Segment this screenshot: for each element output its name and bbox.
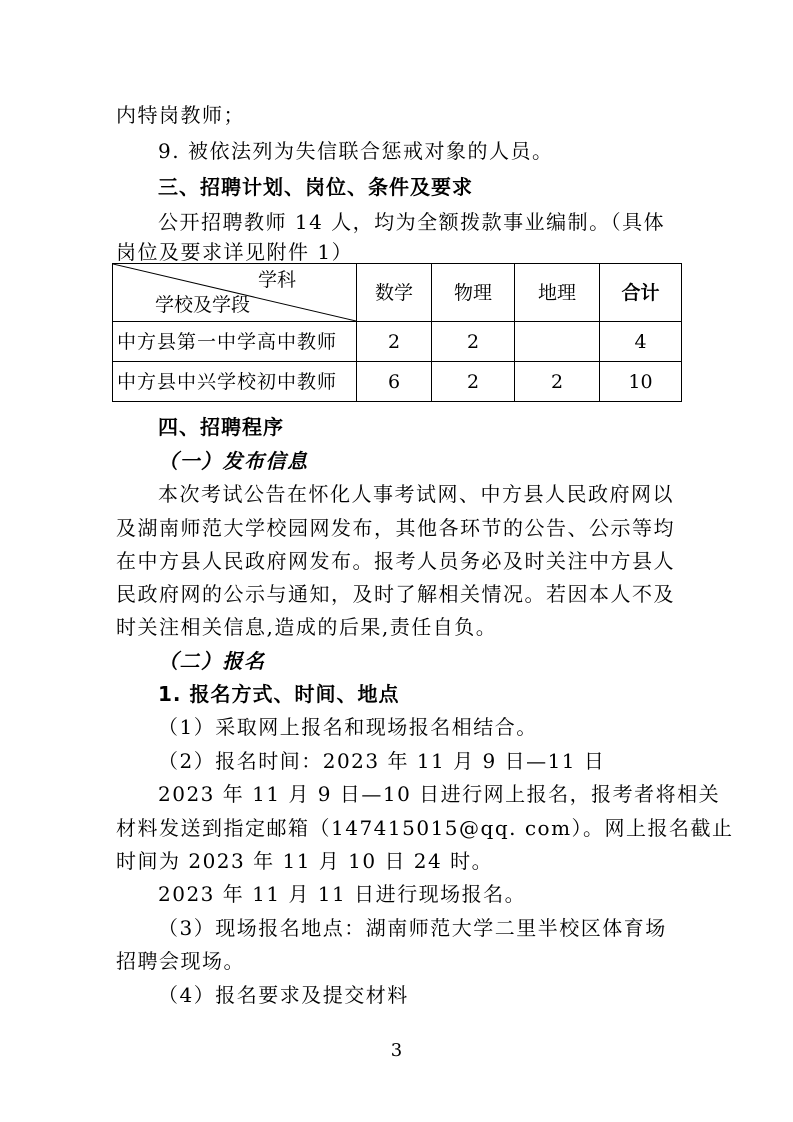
corner-school-label: 学校及学段 xyxy=(155,294,251,316)
table-cell: 10 xyxy=(600,362,682,402)
text-line: （4）报名要求及提交材料 xyxy=(158,983,409,1007)
table-row xyxy=(113,322,682,362)
table-cell: 2 xyxy=(515,362,600,402)
column-header: 物理 xyxy=(432,264,515,322)
column-header: 合计 xyxy=(600,264,682,322)
subsection-heading: （一）发布信息 xyxy=(158,449,309,473)
text-line: 9. 被依法列为失信联合惩戒对象的人员。 xyxy=(158,139,554,163)
column-header: 数学 xyxy=(357,264,432,322)
text-line: （2）报名时间：2023 年 11 月 9 日—11 日 xyxy=(158,749,606,773)
text-line: 及湖南师范大学校园网发布，其他各环节的公告、公示等均 xyxy=(116,516,675,540)
section-heading: 三、招聘计划、岗位、条件及要求 xyxy=(158,175,473,199)
text-line: 2023 年 11 月 11 日进行现场报名。 xyxy=(158,882,527,906)
section-heading: 四、招聘程序 xyxy=(158,415,284,439)
corner-subject-label: 学科 xyxy=(257,269,296,291)
text-line: 民政府网的公示与通知，及时了解相关情况。若因本人不及 xyxy=(116,582,675,606)
column-header: 地理 xyxy=(515,264,600,322)
table-row xyxy=(113,362,682,402)
subsection-heading: （二）报名 xyxy=(158,649,266,673)
sub-heading: 1. 报名方式、时间、地点 xyxy=(158,682,400,706)
table-cell-school: 中方县第一中学高中教师 xyxy=(113,322,357,362)
table-cell: 6 xyxy=(357,362,432,402)
text-line: （3）现场报名地点：湖南师范大学二里半校区体育场 xyxy=(158,916,667,940)
table-header-row xyxy=(113,264,682,322)
text-line: 材料发送到指定邮箱（147415015@qq. com）。网上报名截止 xyxy=(116,816,734,840)
table-corner-cell xyxy=(113,264,357,322)
text-line: （1）采取网上报名和现场报名相结合。 xyxy=(158,715,538,739)
table-cell: 2 xyxy=(432,362,515,402)
text-line: 岗位及要求详见附件 1） xyxy=(116,240,354,264)
text-line: 招聘会现场。 xyxy=(116,949,245,973)
text-line: 公开招聘教师 14 人，均为全额拨款事业编制。（具体 xyxy=(158,210,666,234)
text-line: 在中方县人民政府网发布。报考人员务必及时关注中方县人 xyxy=(116,549,675,573)
table-cell: 4 xyxy=(600,322,682,362)
text-line: 时间为 2023 年 11 月 10 日 24 时。 xyxy=(116,849,494,873)
page-number: 3 xyxy=(390,1040,403,1061)
text-line: 时关注相关信息,造成的后果,责任自负。 xyxy=(116,615,498,639)
table-cell: 2 xyxy=(432,322,515,362)
text-line: 2023 年 11 月 9 日—10 日进行网上报名，报考者将相关 xyxy=(158,782,721,806)
table-cell: 2 xyxy=(357,322,432,362)
text-line: 内特岗教师； xyxy=(116,103,245,127)
table-cell xyxy=(515,322,600,362)
recruitment-table xyxy=(112,263,682,402)
text-line: 本次考试公告在怀化人事考试网、中方县人民政府网以 xyxy=(158,482,674,506)
table-cell-school: 中方县中兴学校初中教师 xyxy=(113,362,357,402)
